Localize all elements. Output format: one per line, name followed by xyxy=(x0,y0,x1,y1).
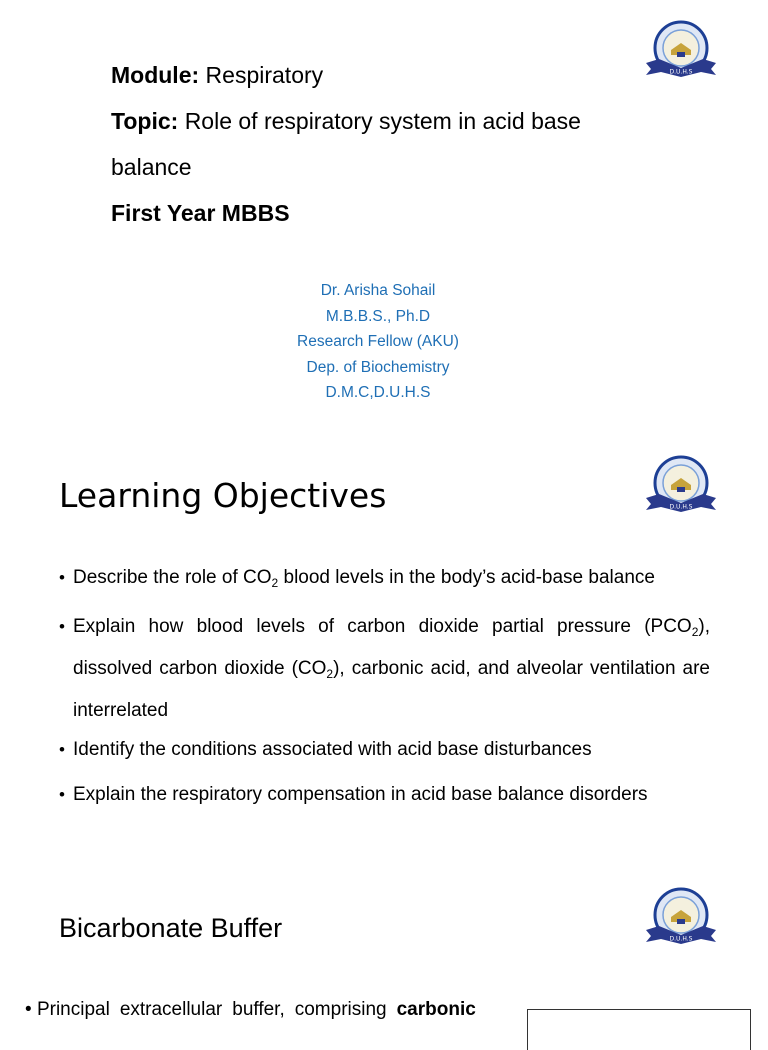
university-logo-icon xyxy=(641,886,721,948)
slide-title: Bicarbonate Buffer xyxy=(59,913,283,943)
module-value: Respiratory xyxy=(205,62,324,88)
author-institution: D.M.C,D.U.H.S xyxy=(325,384,431,401)
university-logo-icon xyxy=(641,19,721,81)
slide-title: Learning Objectives xyxy=(59,476,387,515)
title-slide xyxy=(0,0,768,430)
author-degree: M.B.B.S., Ph.D xyxy=(325,307,431,325)
logo-text: D.U.H.S xyxy=(669,503,693,511)
logo-text: D.U.H.S xyxy=(669,935,693,943)
author-name: Dr. Arisha Sohail xyxy=(320,282,436,299)
bullet-icon: • xyxy=(59,785,65,804)
author-position: Research Fellow (AKU) xyxy=(297,333,459,350)
objectives-list xyxy=(59,564,710,823)
bullet-icon: • xyxy=(59,568,65,587)
university-logo-icon xyxy=(641,454,721,516)
topic-line xyxy=(111,106,581,136)
list-item: • Describe the role of $CO_2$ blood levels in the body’s acid-base balance xyxy=(59,564,710,592)
logo-text: D.U.H.S xyxy=(669,68,693,76)
learning-objectives-slide xyxy=(0,438,768,848)
list-item: • Explain how blood levels of carbon dioxide partial pressure $(PCO_2)$, dissolved carbon dioxide $(CO_2)$, carbonic acid, and alveolar ventilation are interrelated xyxy=(59,606,710,732)
bullet-icon: • xyxy=(59,740,65,759)
topic-value: Role of respiratory system in acid base xyxy=(184,108,581,134)
list-item: • Explain the respiratory compensation in acid base balance disorders xyxy=(59,781,710,809)
topic-line-continued: balance xyxy=(111,154,192,180)
author-department: Dep. of Biochemistry xyxy=(306,358,450,376)
bullet-icon: • xyxy=(59,617,65,636)
topic-label: Topic: xyxy=(111,108,179,134)
bullet-icon: • xyxy=(25,999,32,1020)
diagram-frame xyxy=(527,1009,751,1050)
module-line xyxy=(111,60,323,90)
list-item: • Principal extracellular buffer, comprising carbonic xyxy=(25,999,476,1020)
list-item: • Identify the conditions associated with acid base disturbances xyxy=(59,736,710,764)
bicarbonate-buffer-slide xyxy=(0,870,768,1024)
year-line: First Year MBBS xyxy=(111,200,290,226)
module-label: Module: xyxy=(111,62,200,88)
author-block xyxy=(0,278,756,406)
